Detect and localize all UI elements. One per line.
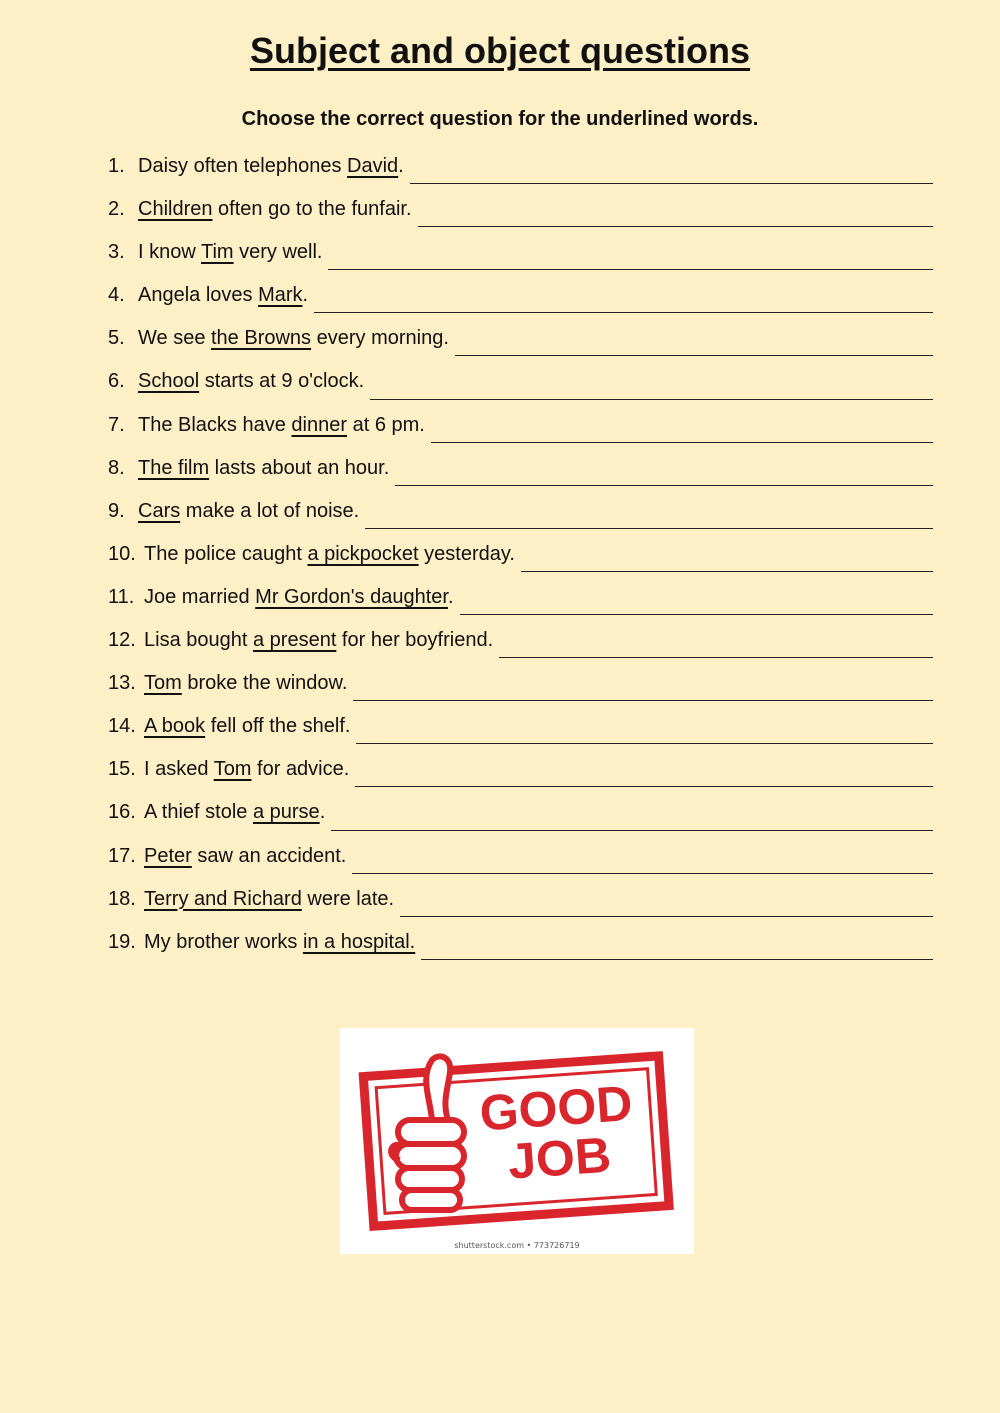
sentence-text-after: at 6 pm.	[347, 413, 425, 436]
sentence-text-after: very well.	[233, 241, 323, 264]
question-item	[108, 931, 933, 974]
sentence-text-before: The police caught	[144, 542, 308, 565]
question-sentence	[144, 931, 415, 954]
answer-blank-line[interactable]	[352, 872, 933, 874]
answer-blank-line[interactable]	[353, 699, 933, 701]
underlined-words: the Browns	[211, 327, 312, 350]
question-number: 15.	[108, 758, 136, 781]
answer-blank-line[interactable]	[521, 570, 933, 572]
question-item	[108, 284, 933, 327]
question-item	[108, 672, 933, 715]
underlined-words: Tim	[201, 241, 234, 264]
answer-blank-line[interactable]	[460, 613, 933, 615]
question-sentence	[144, 845, 346, 868]
question-sentence	[144, 758, 349, 781]
sentence-text-after: .	[319, 801, 326, 824]
question-item	[108, 241, 933, 284]
sentence-text-before: Lisa bought	[144, 629, 253, 652]
sentence-text-before: I asked	[144, 758, 214, 781]
underlined-words: Peter	[144, 844, 192, 867]
sentence-text-before: Daisy often telephones	[138, 155, 348, 177]
question-sentence	[138, 155, 404, 178]
sentence-text-after: fell off the shelf.	[205, 715, 351, 738]
sentence-text-before: I know	[138, 241, 201, 264]
question-number: 9.	[108, 499, 125, 522]
sentence-text-after: broke the window.	[181, 672, 348, 695]
answer-blank-line[interactable]	[331, 829, 933, 831]
sentence-text-before: Joe married	[144, 585, 256, 608]
underlined-words: David	[347, 155, 399, 177]
question-number: 17.	[108, 844, 136, 867]
question-item	[108, 888, 933, 931]
question-item	[108, 414, 933, 457]
question-number: 6.	[108, 370, 125, 393]
question-item	[108, 370, 933, 413]
sentence-text-after: .	[447, 585, 454, 608]
question-number: 16.	[108, 801, 136, 824]
sentence-text-after: for her boyfriend.	[336, 629, 494, 652]
underlined-words: The film	[138, 456, 210, 479]
question-item	[108, 543, 933, 586]
sentence-text-before: The Blacks have	[138, 413, 292, 436]
question-number: 18.	[108, 887, 136, 910]
thumbs-up-icon	[391, 1056, 464, 1210]
question-sentence	[138, 198, 412, 221]
question-item	[108, 801, 933, 844]
question-sentence	[138, 284, 308, 307]
question-item	[108, 715, 933, 758]
answer-blank-line[interactable]	[418, 225, 933, 227]
question-sentence	[144, 543, 515, 566]
question-sentence	[144, 715, 350, 738]
sentence-text-before: We see	[138, 327, 211, 350]
underlined-words: Cars	[138, 499, 181, 522]
question-item	[108, 327, 933, 370]
stamp-graphic	[340, 1028, 694, 1254]
page-title: Subject and object questions	[249, 30, 751, 71]
sentence-text-before: A thief stole	[144, 801, 253, 824]
sentence-text-after: starts at 9 o'clock.	[199, 370, 365, 393]
stamp-word-good: GOOD	[477, 1074, 635, 1142]
question-sentence	[138, 500, 359, 523]
underlined-words: Terry and Richard	[144, 887, 302, 910]
question-sentence	[144, 801, 325, 824]
question-number: 2.	[108, 198, 125, 221]
sentence-text-before: My brother works	[144, 930, 303, 953]
sentence-text-after: for advice.	[251, 758, 350, 781]
question-item	[108, 586, 933, 629]
question-sentence	[138, 327, 449, 350]
question-item	[108, 198, 933, 241]
answer-blank-line[interactable]	[431, 441, 933, 443]
sentence-text-after: often go to the funfair.	[212, 198, 412, 221]
question-sentence	[138, 370, 364, 393]
question-number: 3.	[108, 241, 125, 264]
question-number: 8.	[108, 456, 125, 479]
sentence-text-after: make a lot of noise.	[180, 499, 360, 522]
answer-blank-line[interactable]	[455, 354, 933, 356]
underlined-words: Tom	[213, 758, 252, 781]
question-number: 14.	[108, 715, 136, 738]
question-sentence	[138, 457, 389, 480]
question-number: 4.	[108, 284, 125, 307]
sentence-text-after: were late.	[301, 887, 395, 910]
question-item	[108, 155, 933, 198]
question-sentence	[138, 241, 322, 264]
underlined-words: A book	[144, 715, 206, 738]
question-number: 12.	[108, 629, 136, 652]
question-item	[108, 457, 933, 500]
question-item	[108, 758, 933, 801]
question-sentence	[144, 888, 394, 911]
answer-blank-line[interactable]	[370, 398, 933, 400]
answer-blank-line[interactable]	[499, 656, 933, 658]
question-number: 11.	[108, 585, 135, 608]
question-item	[108, 845, 933, 888]
answer-blank-line[interactable]	[314, 311, 933, 313]
underlined-words: a purse	[252, 801, 320, 824]
answer-blank-line[interactable]	[328, 268, 933, 270]
sentence-text-after: saw an accident.	[191, 844, 347, 867]
answer-blank-line[interactable]	[395, 484, 933, 486]
instructions: Choose the correct question for the underlined words.	[241, 108, 759, 130]
underlined-words: Tom	[144, 672, 182, 695]
question-item	[108, 500, 933, 543]
underlined-words: a pickpocket	[307, 542, 419, 565]
answer-blank-line[interactable]	[421, 958, 933, 960]
sentence-text-after: yesterday.	[418, 542, 515, 565]
underlined-words: Mark	[258, 284, 303, 307]
sentence-text-before: Angela loves	[138, 284, 259, 307]
question-number: 13.	[108, 672, 136, 695]
question-sentence	[144, 629, 493, 652]
question-number: 19.	[108, 930, 136, 953]
good-job-stamp-image	[340, 1028, 694, 1254]
question-item	[108, 629, 933, 672]
answer-blank-line[interactable]	[355, 785, 933, 787]
sentence-text-after: every morning.	[311, 327, 449, 350]
answer-blank-line[interactable]	[410, 182, 933, 184]
question-list	[108, 155, 933, 974]
underlined-words: a present	[252, 629, 337, 652]
answer-blank-line[interactable]	[400, 915, 933, 917]
underlined-words: in a hospital.	[302, 930, 416, 953]
stamp-word-job: JOB	[506, 1126, 613, 1190]
question-number: 1.	[108, 155, 125, 177]
image-credit: shutterstock.com • 773726719	[454, 1241, 580, 1250]
sentence-text-after: lasts about an hour.	[209, 456, 390, 479]
question-number: 7.	[108, 413, 125, 436]
question-number: 10.	[108, 542, 136, 565]
question-sentence	[144, 586, 454, 609]
question-sentence	[144, 672, 347, 695]
sentence-text-after: .	[398, 155, 404, 177]
underlined-words: School	[138, 370, 200, 393]
underlined-words: Children	[138, 198, 213, 221]
underlined-words: dinner	[291, 413, 348, 436]
question-sentence	[138, 414, 425, 437]
underlined-words: Mr Gordon's daughter	[255, 585, 448, 608]
answer-blank-line[interactable]	[365, 527, 933, 529]
sentence-text-after: .	[302, 284, 309, 307]
question-number: 5.	[108, 327, 125, 350]
answer-blank-line[interactable]	[356, 742, 933, 744]
